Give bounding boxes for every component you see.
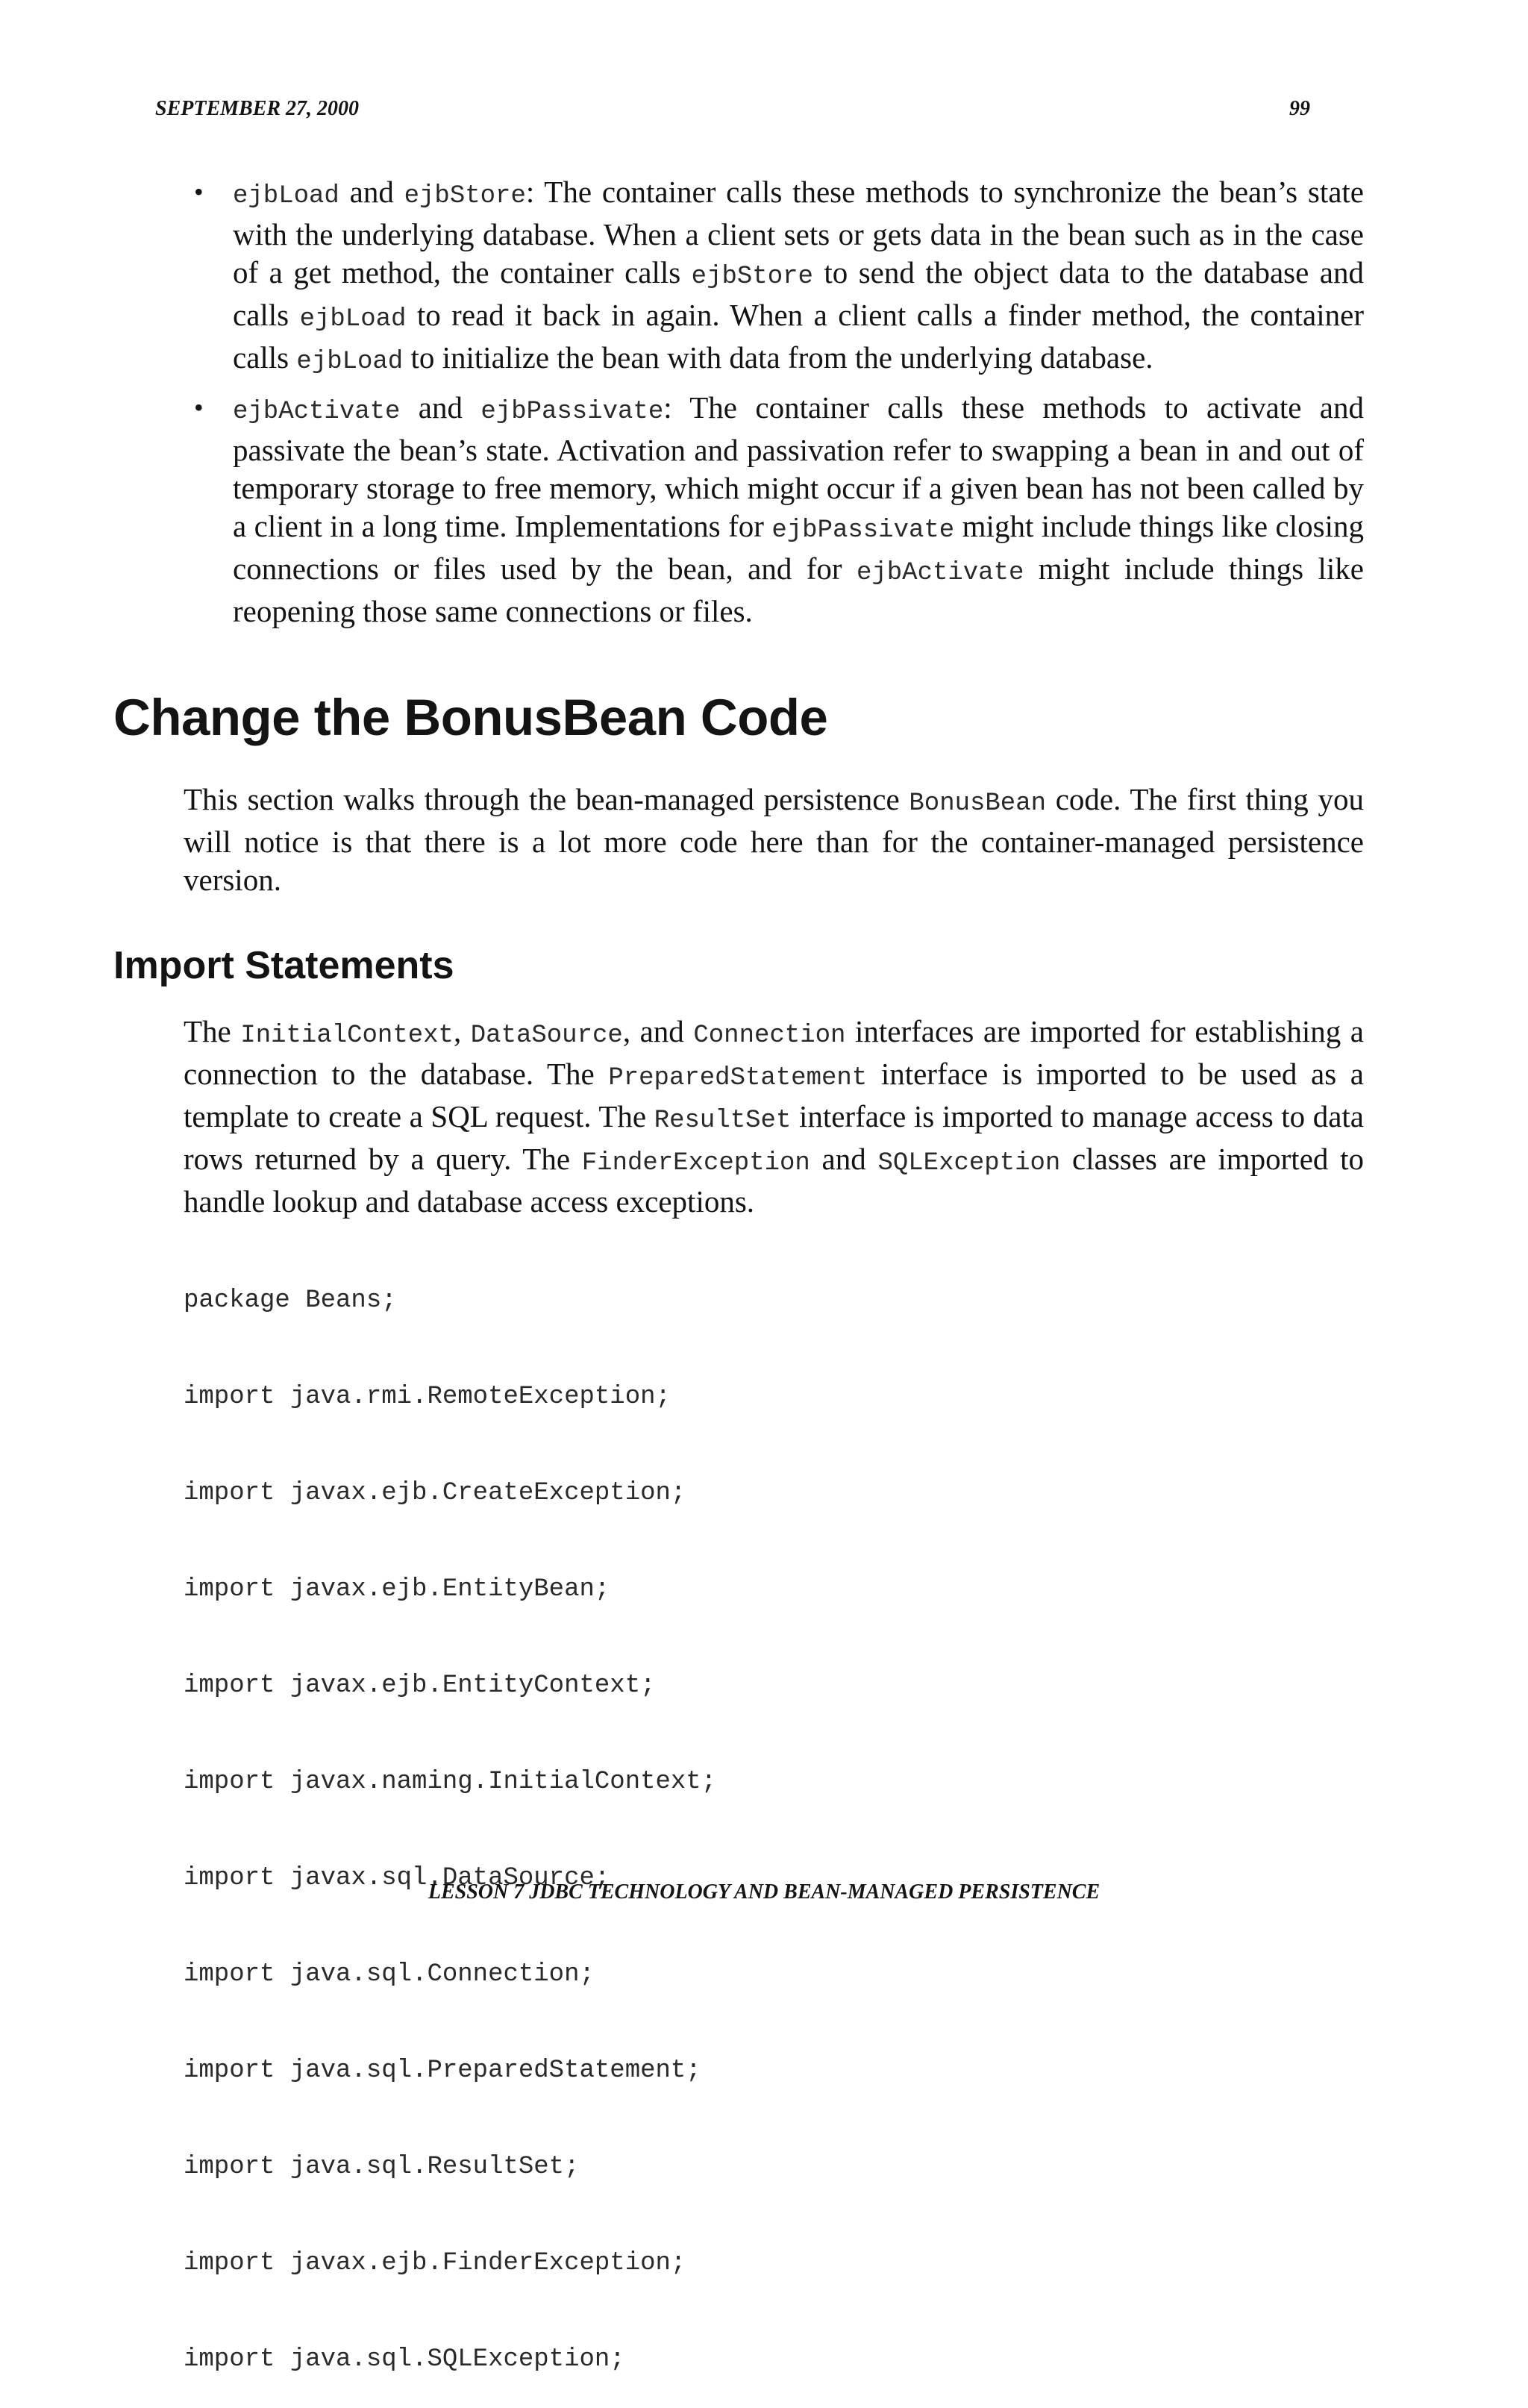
code-line: import java.sql.SQLException; xyxy=(184,2345,625,2374)
paragraph-text: , xyxy=(453,1014,471,1048)
running-footer: LESSON 7 JDBC TECHNOLOGY AND BEAN-MANAGED PERSISTENCE xyxy=(428,1880,1100,1904)
bullet-ejbactivate-ejbpassivate xyxy=(194,389,1365,631)
inline-code: ejbActivate xyxy=(856,559,1024,587)
paragraph-text: The xyxy=(184,1014,241,1048)
paragraph-text: interface is imported to be used as a template to create a SQL request. The xyxy=(184,1057,1364,1133)
inline-code: ejbPassivate xyxy=(771,516,955,545)
inline-code: ejbActivate xyxy=(233,398,401,426)
paragraph-text: code. The first thing you will notice is that there is a lot more code here than for the container-managed persistence version. xyxy=(184,782,1365,897)
bullet-ejbload-ejbstore xyxy=(194,173,1364,381)
code-line: import javax.ejb.FinderException; xyxy=(184,2249,686,2277)
bullet-icon: • xyxy=(194,177,204,207)
section-heading-change-bonusbean: Change the BonusBean Code xyxy=(113,689,828,746)
page-number: 99 xyxy=(1289,97,1310,120)
bullet-text: to send the object data to the database and calls xyxy=(233,255,1364,332)
inline-code: FinderException xyxy=(581,1149,810,1178)
inline-code: SQLException xyxy=(877,1149,1061,1178)
bullet-text: and xyxy=(400,390,481,425)
inline-code: Connection xyxy=(693,1022,846,1050)
code-line: import javax.naming.InitialContext; xyxy=(184,1768,717,1796)
code-line: import javax.ejb.CreateException; xyxy=(184,1479,686,1507)
paragraph-text: classes are imported to handle lookup and database access exceptions. xyxy=(184,1142,1364,1219)
bullet-text: might include things like closing connections or files used by the bean, and for xyxy=(233,509,1364,586)
bullet-text: might include things like reopening those same connections or files. xyxy=(233,551,1365,628)
inline-code: ResultSet xyxy=(654,1107,792,1135)
section-heading-import-statements: Import Statements xyxy=(113,944,454,987)
code-line: import javax.ejb.EntityContext; xyxy=(184,1671,656,1700)
method-bullet-list xyxy=(194,173,1365,638)
bullet-text: to read it back in again. When a client calls a finder method, the container calls xyxy=(233,298,1364,375)
code-line: import java.sql.ResultSet; xyxy=(184,2153,580,2181)
code-line: import java.sql.PreparedStatement; xyxy=(184,2057,701,2085)
bullet-text: and xyxy=(339,175,404,209)
code-line: import java.rmi.RemoteException; xyxy=(184,1383,671,1411)
import-description-paragraph xyxy=(184,1013,1364,1221)
bullet-text: to initialize the bean with data from the underlying database. xyxy=(403,340,1153,375)
inline-code: ejbLoad xyxy=(299,305,407,334)
inline-code: PreparedStatement xyxy=(608,1064,868,1092)
inline-code: ejbLoad xyxy=(296,348,404,376)
inline-code: ejbStore xyxy=(691,263,813,291)
import-code-listing xyxy=(184,1221,716,2408)
inline-code: InitialContext xyxy=(240,1022,454,1050)
code-line: package Beans; xyxy=(184,1286,397,1315)
paragraph-text: , and xyxy=(622,1014,694,1048)
bullet-text: : The container calls these methods to activate and passivate the bean’s state. Activation and passivation refer to swapping a bean in and out of temporary storage to free memory, which might occur if a given bean has not been called by a client in a long time. Implementations for xyxy=(233,390,1364,543)
inline-code: ejbStore xyxy=(404,182,526,210)
inline-code: ejbPassivate xyxy=(480,398,664,426)
paragraph-text: This section walks through the bean-managed persistence xyxy=(184,782,909,816)
running-header xyxy=(155,97,1310,127)
code-line: import javax.sql.DataSource; xyxy=(184,1864,610,1892)
header-date: SEPTEMBER 27, 2000 xyxy=(155,97,360,120)
inline-code: ejbLoad xyxy=(233,182,339,210)
paragraph-text: interface is imported to manage access to data rows returned by a query. The xyxy=(184,1099,1364,1176)
section-intro-paragraph xyxy=(184,781,1364,899)
code-line: import javax.ejb.EntityBean; xyxy=(184,1575,610,1604)
paragraph-text: interfaces are imported for establishing a connection to the database. The xyxy=(184,1014,1365,1091)
bullet-text: : The container calls these methods to synchronize the bean’s state with the underlying database. When a client sets or gets data in the bean such as in the case of a get method, the container calls xyxy=(233,175,1364,290)
inline-code: BonusBean xyxy=(909,789,1047,818)
paragraph-text: and xyxy=(810,1142,878,1176)
inline-code: DataSource xyxy=(470,1022,623,1050)
bullet-icon: • xyxy=(194,393,204,422)
code-line: import java.sql.Connection; xyxy=(184,1960,595,1989)
